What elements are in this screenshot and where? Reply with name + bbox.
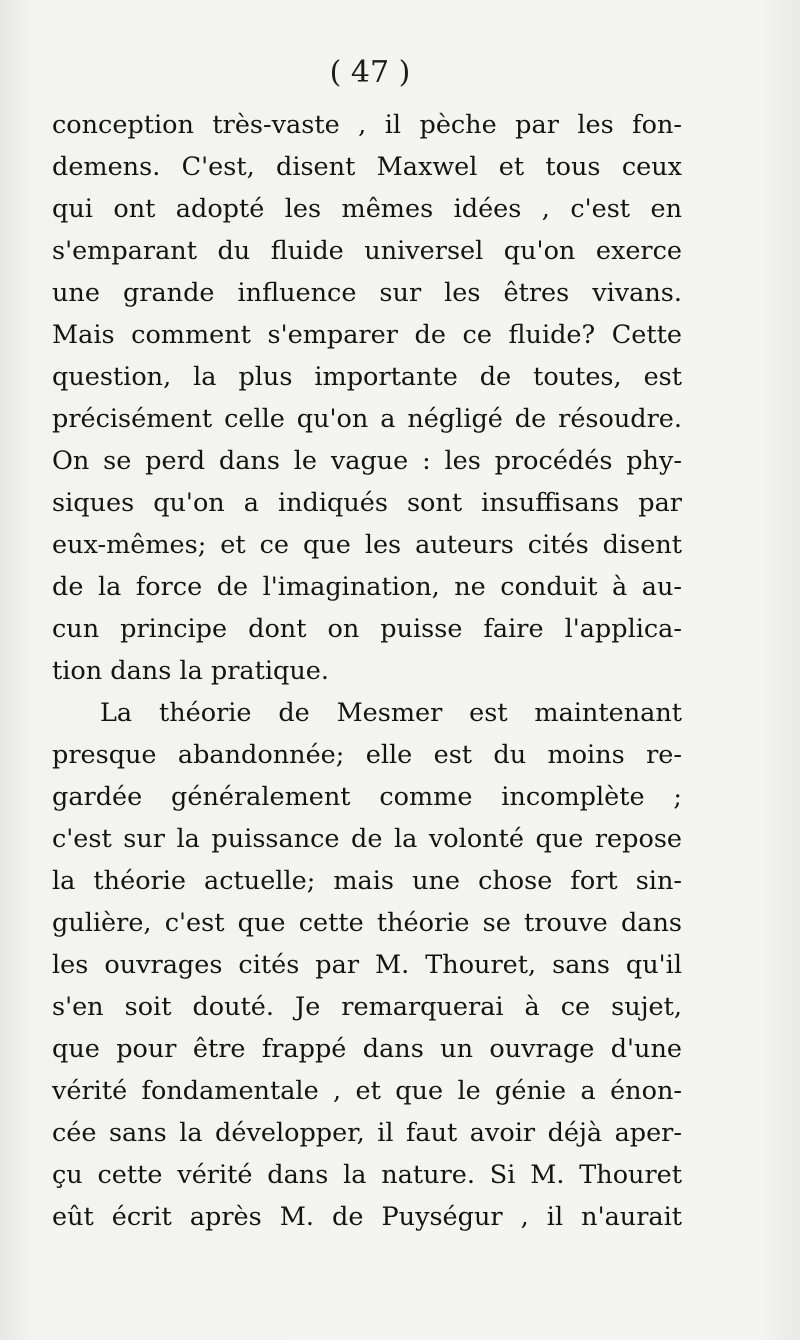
- text-line: On se perd dans le vague : les procédés phy-: [52, 446, 682, 476]
- text-line: précisément celle qu'on a négligé de résoudre.: [52, 404, 682, 434]
- text-line: la théorie actuelle; mais une chose fort sin-: [52, 866, 682, 896]
- text-line: presque abandonnée; elle est du moins re-: [52, 740, 682, 770]
- text-line: demens. C'est, disent Maxwel et tous ceux: [52, 152, 682, 182]
- text-line: tion dans la pratique.: [52, 656, 329, 686]
- text-line: question, la plus importante de toutes, est: [52, 362, 682, 392]
- text-line: Mais comment s'emparer de ce fluide? Cette: [52, 320, 682, 350]
- text-line: gulière, c'est que cette théorie se trouve dans: [52, 908, 682, 938]
- text-line: c'est sur la puissance de la volonté que repose: [52, 824, 682, 854]
- text-line: vérité fondamentale , et que le génie a énon-: [52, 1076, 682, 1106]
- text-line: s'en soit douté. Je remarquerai à ce sujet,: [52, 992, 682, 1022]
- body-text: [52, 104, 682, 1238]
- text-line: La théorie de Mesmer est maintenant: [100, 698, 682, 728]
- text-line: cée sans la développer, il faut avoir déjà aper-: [52, 1118, 682, 1148]
- page-number: ( 47 ): [329, 55, 411, 90]
- text-line: une grande influence sur les êtres vivans.: [52, 278, 682, 308]
- paragraph-2: [52, 692, 682, 1238]
- text-line: de la force de l'imagination, ne conduit à au-: [52, 572, 682, 602]
- text-line: s'emparant du fluide universel qu'on exerce: [52, 236, 682, 266]
- text-line: les ouvrages cités par M. Thouret, sans qu'il: [52, 950, 682, 980]
- text-line: que pour être frappé dans un ouvrage d'une: [52, 1034, 682, 1064]
- text-line: conception très-vaste , il pèche par les fon-: [52, 110, 682, 140]
- text-line: gardée généralement comme incomplète ;: [52, 782, 682, 812]
- text-line: siques qu'on a indiqués sont insuffisans par: [52, 488, 682, 518]
- text-line: eux-mêmes; et ce que les auteurs cités disent: [52, 530, 682, 560]
- text-line: cun principe dont on puisse faire l'applica-: [52, 614, 682, 644]
- paragraph-1: [52, 104, 682, 692]
- text-line: çu cette vérité dans la nature. Si M. Thouret: [52, 1160, 682, 1190]
- text-line: qui ont adopté les mêmes idées , c'est en: [52, 194, 682, 224]
- text-line: eût écrit après M. de Puységur , il n'aurait: [52, 1202, 682, 1232]
